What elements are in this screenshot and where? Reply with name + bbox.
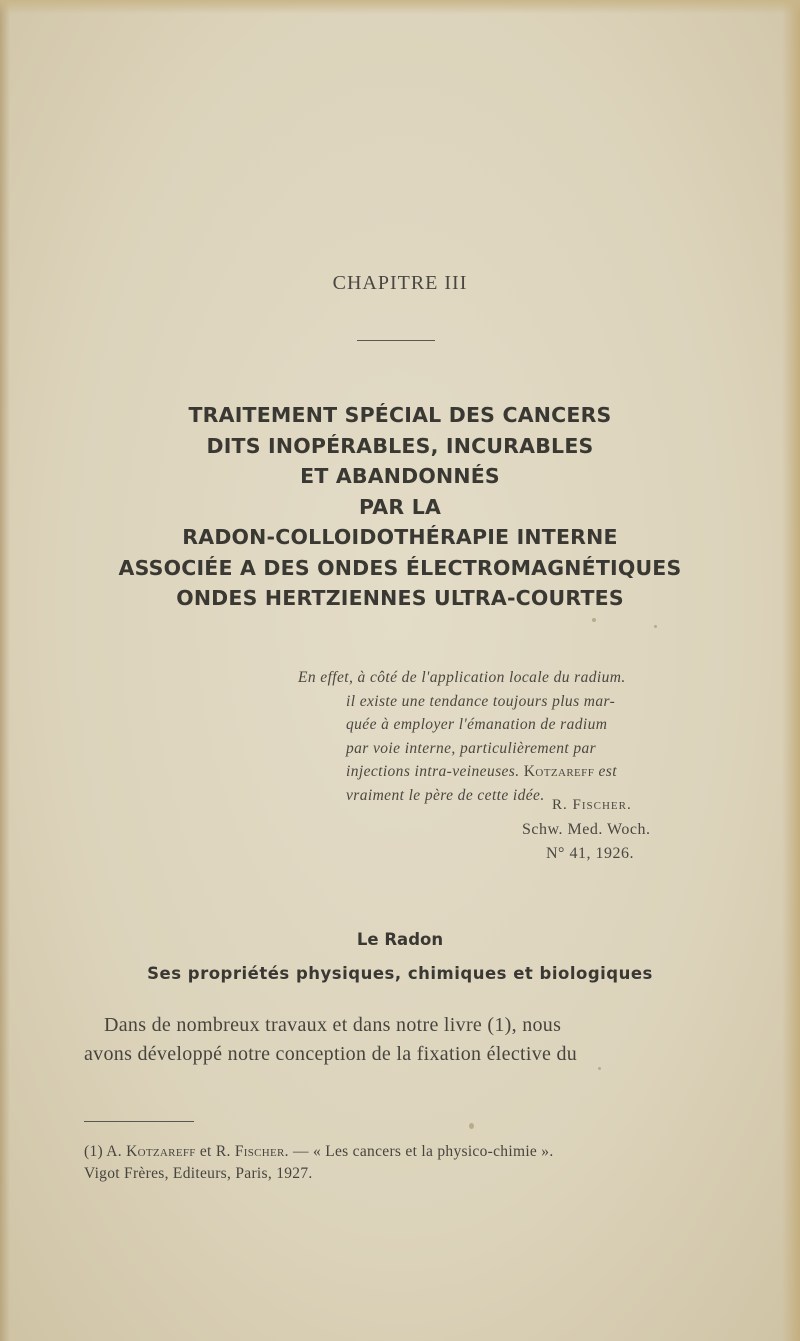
paper-speck	[592, 618, 596, 622]
title-line: DITS INOPÉRABLES, INCURABLES	[206, 433, 594, 458]
body-line: avons développé notre conception de la fixation élective du	[84, 1043, 578, 1065]
section-subtitle: Ses propriétés physiques, chimiques et biologiques	[147, 964, 653, 983]
epigraph-line: il existe une tendance toujours plus mar-	[346, 692, 616, 710]
paper-speck	[654, 625, 657, 628]
epigraph-cited-name: Kotzareff	[523, 763, 595, 780]
footnote-publisher: Vigot Frères, Editeurs, Paris, 1927.	[84, 1165, 313, 1182]
title-line: TRAITEMENT SPÉCIAL DES CANCERS	[188, 403, 612, 427]
epigraph-line: quée à employer l'émanation de radium	[346, 716, 608, 733]
chapter-heading: CHAPITRE III	[332, 272, 468, 294]
body-paragraph	[84, 1011, 692, 1069]
footnote-rule	[84, 1121, 194, 1122]
epigraph-line	[346, 760, 710, 784]
title-line: ET ABANDONNÉS	[300, 464, 500, 488]
footnote-text: et R.	[199, 1143, 231, 1160]
epigraph-line: vraiment le père de cette idée.	[346, 786, 545, 804]
epigraph-quote	[298, 666, 710, 807]
epigraph-line: En effet, à côté de l'application locale du radium.	[298, 669, 626, 686]
title-line: ASSOCIÉE A DES ONDES ÉLECTROMAGNÉTIQUES	[118, 555, 682, 580]
epigraph-issue: N° 41, 1926.	[546, 845, 634, 862]
page-edge-shadow-right	[782, 0, 800, 1341]
paper-speck	[469, 1123, 474, 1129]
epigraph-text: est	[598, 763, 617, 780]
footnote-author: Kotzareff	[126, 1143, 196, 1160]
title-line: RADON-COLLOIDOTHÉRAPIE INTERNE	[182, 525, 618, 549]
page-edge-shadow-top	[0, 0, 800, 14]
page-edge-shadow-left	[0, 0, 10, 1341]
footnote-marker: (1) A.	[84, 1143, 122, 1160]
section-title: Le Radon	[356, 930, 444, 949]
epigraph-line: par voie interne, particulièrement par	[346, 739, 597, 757]
title-line: PAR LA	[358, 494, 442, 519]
footnote-title: — « Les cancers et la physico-chimie ».	[293, 1143, 554, 1160]
footnote-author: Fischer.	[234, 1143, 289, 1160]
title-line: ONDES HERTZIENNES ULTRA-COURTES	[176, 586, 624, 610]
footnote	[84, 1141, 704, 1185]
epigraph-author: R. Fischer.	[552, 797, 632, 813]
footnote-line	[84, 1141, 704, 1163]
epigraph-text: injections intra-veineuses.	[346, 763, 520, 780]
epigraph-journal: Schw. Med. Woch.	[522, 821, 651, 838]
body-line: Dans de nombreux travaux et dans notre livre (1), nous	[104, 1014, 562, 1036]
chapter-rule	[357, 340, 435, 341]
chapter-title	[40, 400, 760, 614]
